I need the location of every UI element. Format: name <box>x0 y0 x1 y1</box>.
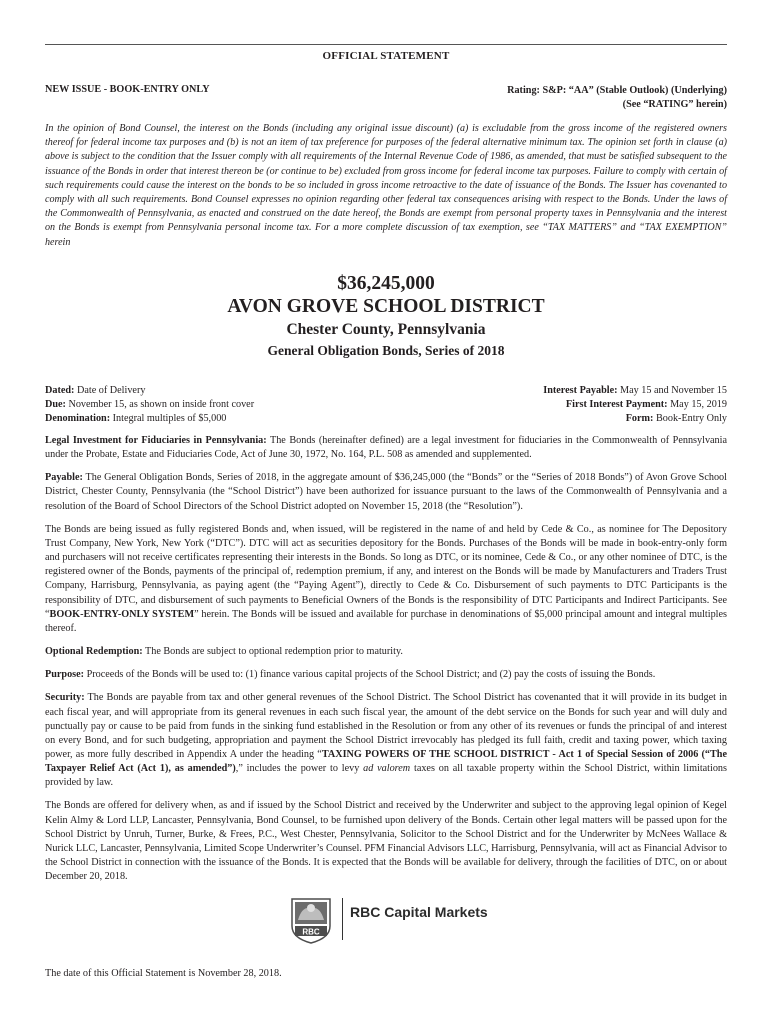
registered-bonds-paragraph <box>45 523 727 636</box>
rbc-shield-icon <box>290 896 332 944</box>
header <box>45 44 727 62</box>
terms-left <box>45 384 254 426</box>
interest-term <box>543 384 727 398</box>
header-rule <box>45 44 727 45</box>
dated-label: Dated: <box>45 385 75 396</box>
purpose-label: Purpose: <box>45 669 85 681</box>
legal-investment-paragraph <box>45 434 727 462</box>
payable-label: Payable: <box>45 472 83 484</box>
denomination-value: Integral multiples of $5,000 <box>110 413 227 424</box>
form-label: Form: <box>625 413 654 424</box>
rating-line-1: Rating: S&P: “AA” (Stable Outlook) (Underlying) <box>507 85 727 96</box>
purpose-text: Proceeds of the Bonds will be used to: (1) finance various capital projects of the School District; and (2) pay the costs of issuing the Bonds. <box>84 669 656 681</box>
rbc-capital-markets-logo <box>290 896 510 946</box>
registered-text-a: The Bonds are being issued as fully registered Bonds and, when issued, will be registered in the name of and held by Cede & Co., as nominee for The Depository Trust Company, New York, New York (“DTC”). DTC will act as securities depository for the Bonds. Purchases of the Bonds will be made in book-entry-only form and purchasers will not receive certificates representing their interests in the Bonds. So long as DTC, or its nominee, Cede & Co., or any other nominee of DTC, is the registered owner of the Bonds, payments of the principal of, redemption premium, if any, and interest on the Bonds will be made by Manufacturers and Traders Trust Company, Harrisburg, Pennsylvania, as paying agent (the “Paying Agent”), directly to Cede & Co. Disbursement of such payments to DTC Participants is the responsibility of DTC, and disbursement of such payments to Beneficial Owners of the Bonds is the responsibility of DTC Participants and Indirect Participants. See “ <box>45 523 727 620</box>
optional-redemption-paragraph <box>45 645 727 659</box>
book-entry-reference: BOOK-ENTRY-ONLY SYSTEM <box>49 608 195 620</box>
rbc-capital-markets-name: RBC Capital Markets <box>350 904 488 920</box>
dated-term <box>45 384 254 398</box>
security-label: Security: <box>45 692 85 704</box>
series-name: General Obligation Bonds, Series of 2018 <box>267 343 505 358</box>
payable-paragraph <box>45 471 727 513</box>
first-interest-label: First Interest Payment: <box>565 399 668 410</box>
security-text-b: ,” includes the power to levy <box>235 763 364 775</box>
statement-date: The date of this Official Statement is November 28, 2018. <box>45 968 282 979</box>
bond-amount: $36,245,000 <box>337 273 435 294</box>
taxing-powers-reference: TAXING POWERS OF THE SCHOOL DISTRICT - Act 1 of Special Session of 2006 (“The Taxpayer Relief Act (Act 1), as amended”) <box>45 748 727 775</box>
form-value: Book-Entry Only <box>653 413 727 424</box>
due-label: Due: <box>45 399 66 410</box>
security-paragraph <box>45 691 727 790</box>
rbc-shield-text: RBC <box>302 927 320 937</box>
document-title: OFFICIAL STATEMENT <box>322 50 450 62</box>
optional-redemption-label: Optional Redemption: <box>45 646 143 658</box>
denomination-term <box>45 412 254 426</box>
form-term <box>543 412 727 426</box>
interest-label: Interest Payable: <box>543 385 618 396</box>
due-term <box>45 398 254 412</box>
dated-value: Date of Delivery <box>74 385 146 396</box>
denomination-label: Denomination: <box>45 413 111 424</box>
optional-redemption-text: The Bonds are subject to optional redemption prior to maturity. <box>142 646 403 658</box>
county-name: Chester County, Pennsylvania <box>286 321 486 338</box>
first-interest-value: May 15, 2019 <box>667 399 727 410</box>
purpose-paragraph <box>45 668 727 682</box>
offered-paragraph: The Bonds are offered for delivery when, as and if issued by the School District and received by the Underwriter and subject to the approving legal opinion of Kegel Kelin Almy & Lord LLP, Lancaster, Pennsylvania, Bond Counsel, to be furnished upon delivery of the Bonds. Certain other legal matters will be passed upon for the School District by Unruh, Turner, Burke, & Frees, P.C., West Chester, Pennsylvania, Solicitor to the School District and for the Underwriter by McNees Wallace & Nurick LLC, Lancaster, Pennsylvania, Limited Scope Underwriter’s Counsel. PFM Financial Advisors LLC, Harrisburg, Pennsylvania, will act as Financial Advisor to the School District in connection with the issuance of the Bonds. It is expected that the Bonds will be available for delivery, through the facilities of DTC, on or about December 20, 2018. <box>45 800 727 883</box>
ad-valorem-term: ad valorem <box>363 763 411 775</box>
issue-type: NEW ISSUE - BOOK-ENTRY ONLY <box>45 84 210 95</box>
registered-text-b: ” herein. The Bonds will be issued and available for purchase in denominations of $5,000 principal amount and integral multiples thereof. <box>45 608 727 634</box>
legal-investment-label: Legal Investment for Fiduciaries in Pennsylvania: <box>45 435 267 446</box>
security-text-c: taxes on all taxable property within the School District, within limitations provided by law. <box>45 763 727 789</box>
terms-right <box>543 384 727 426</box>
rating <box>507 84 727 112</box>
bond-counsel-opinion: In the opinion of Bond Counsel, the interest on the Bonds (including any original issue discount) (a) is excludable from the gross income of the registered owners thereof for federal income tax purposes and (b) is not an item of tax preference for purposes of the federal alternative minimum tax. The opinion set forth in clause (a) above is subject to the condition that the Issuer comply with all requirements of the Internal Revenue Code of 1986, as amended, that must be satisfied subsequent to the issuance of the Bonds in order that interest thereon be (or continue to be) excluded from gross income for federal income tax purposes. Failure to comply with certain of such requirements could cause the interest on the bonds to be so included in gross income retroactive to the date of issuance of the Bonds. The Issuer has covenanted to comply with all such requirements. Bond Counsel expresses no opinion regarding other federal tax consequences arising with respect to the Bonds. Under the laws of the Commonwealth of Pennsylvania, as enacted and construed on the date hereof, the Bonds are exempt from personal property taxes in Pennsylvania and the interest on the Bonds is exempt from Pennsylvania personal income tax. For a more complete discussion of tax exemption, see “TAX MATTERS” and “TAX EXEMPTION” herein <box>45 123 727 248</box>
issuer-name: AVON GROVE SCHOOL DISTRICT <box>227 296 545 317</box>
first-interest-term <box>543 398 727 412</box>
due-value: November 15, as shown on inside front cover <box>65 399 255 410</box>
rating-line-2: (See “RATING” herein) <box>622 99 727 110</box>
title-block <box>45 273 727 361</box>
security-text-a: The Bonds are payable from tax and other general revenues of the School District. The School District has covenanted that it will provide in its budget in each fiscal year, and will appropriate from its general revenues in each such fiscal year, the amount of the debt service on the Bonds for such year and will duly and punctually pay or cause to be paid from funds in the sinking fund established in the Resolution or from any other of its revenues or funds the principal of and interest on every Bond, and for such budgeting, appropriation and payment the School District irrevocably has pledged its full faith, credit and taxing power, which taxing power, as more fully described in Appendix A under the heading “ <box>45 692 727 760</box>
body-text <box>45 434 727 893</box>
interest-value: May 15 and November 15 <box>617 385 727 396</box>
logo-divider <box>342 898 343 940</box>
legal-investment-text: The Bonds (hereinafter defined) are a legal investment for fiduciaries in the Commonwealth of Pennsylvania under the Probate, Estate and Fiduciaries Code, Act of June 30, 1972, No. 164, P.L. 508 as amended and supplemented. <box>45 435 727 461</box>
payable-text: The General Obligation Bonds, Series of 2018, in the aggregate amount of $36,245,000 (the “Bonds” or the “Series of 2018 Bonds”) of Avon Grove School District, Chester County, Pennsylvania (the “School District”) have been authorized for issuance pursuant to the laws of the Commonwealth of Pennsylvania and a resolution of the Board of School Directors of the School District adopted on November 15, 2018 (the “Resolution”). <box>45 472 727 512</box>
